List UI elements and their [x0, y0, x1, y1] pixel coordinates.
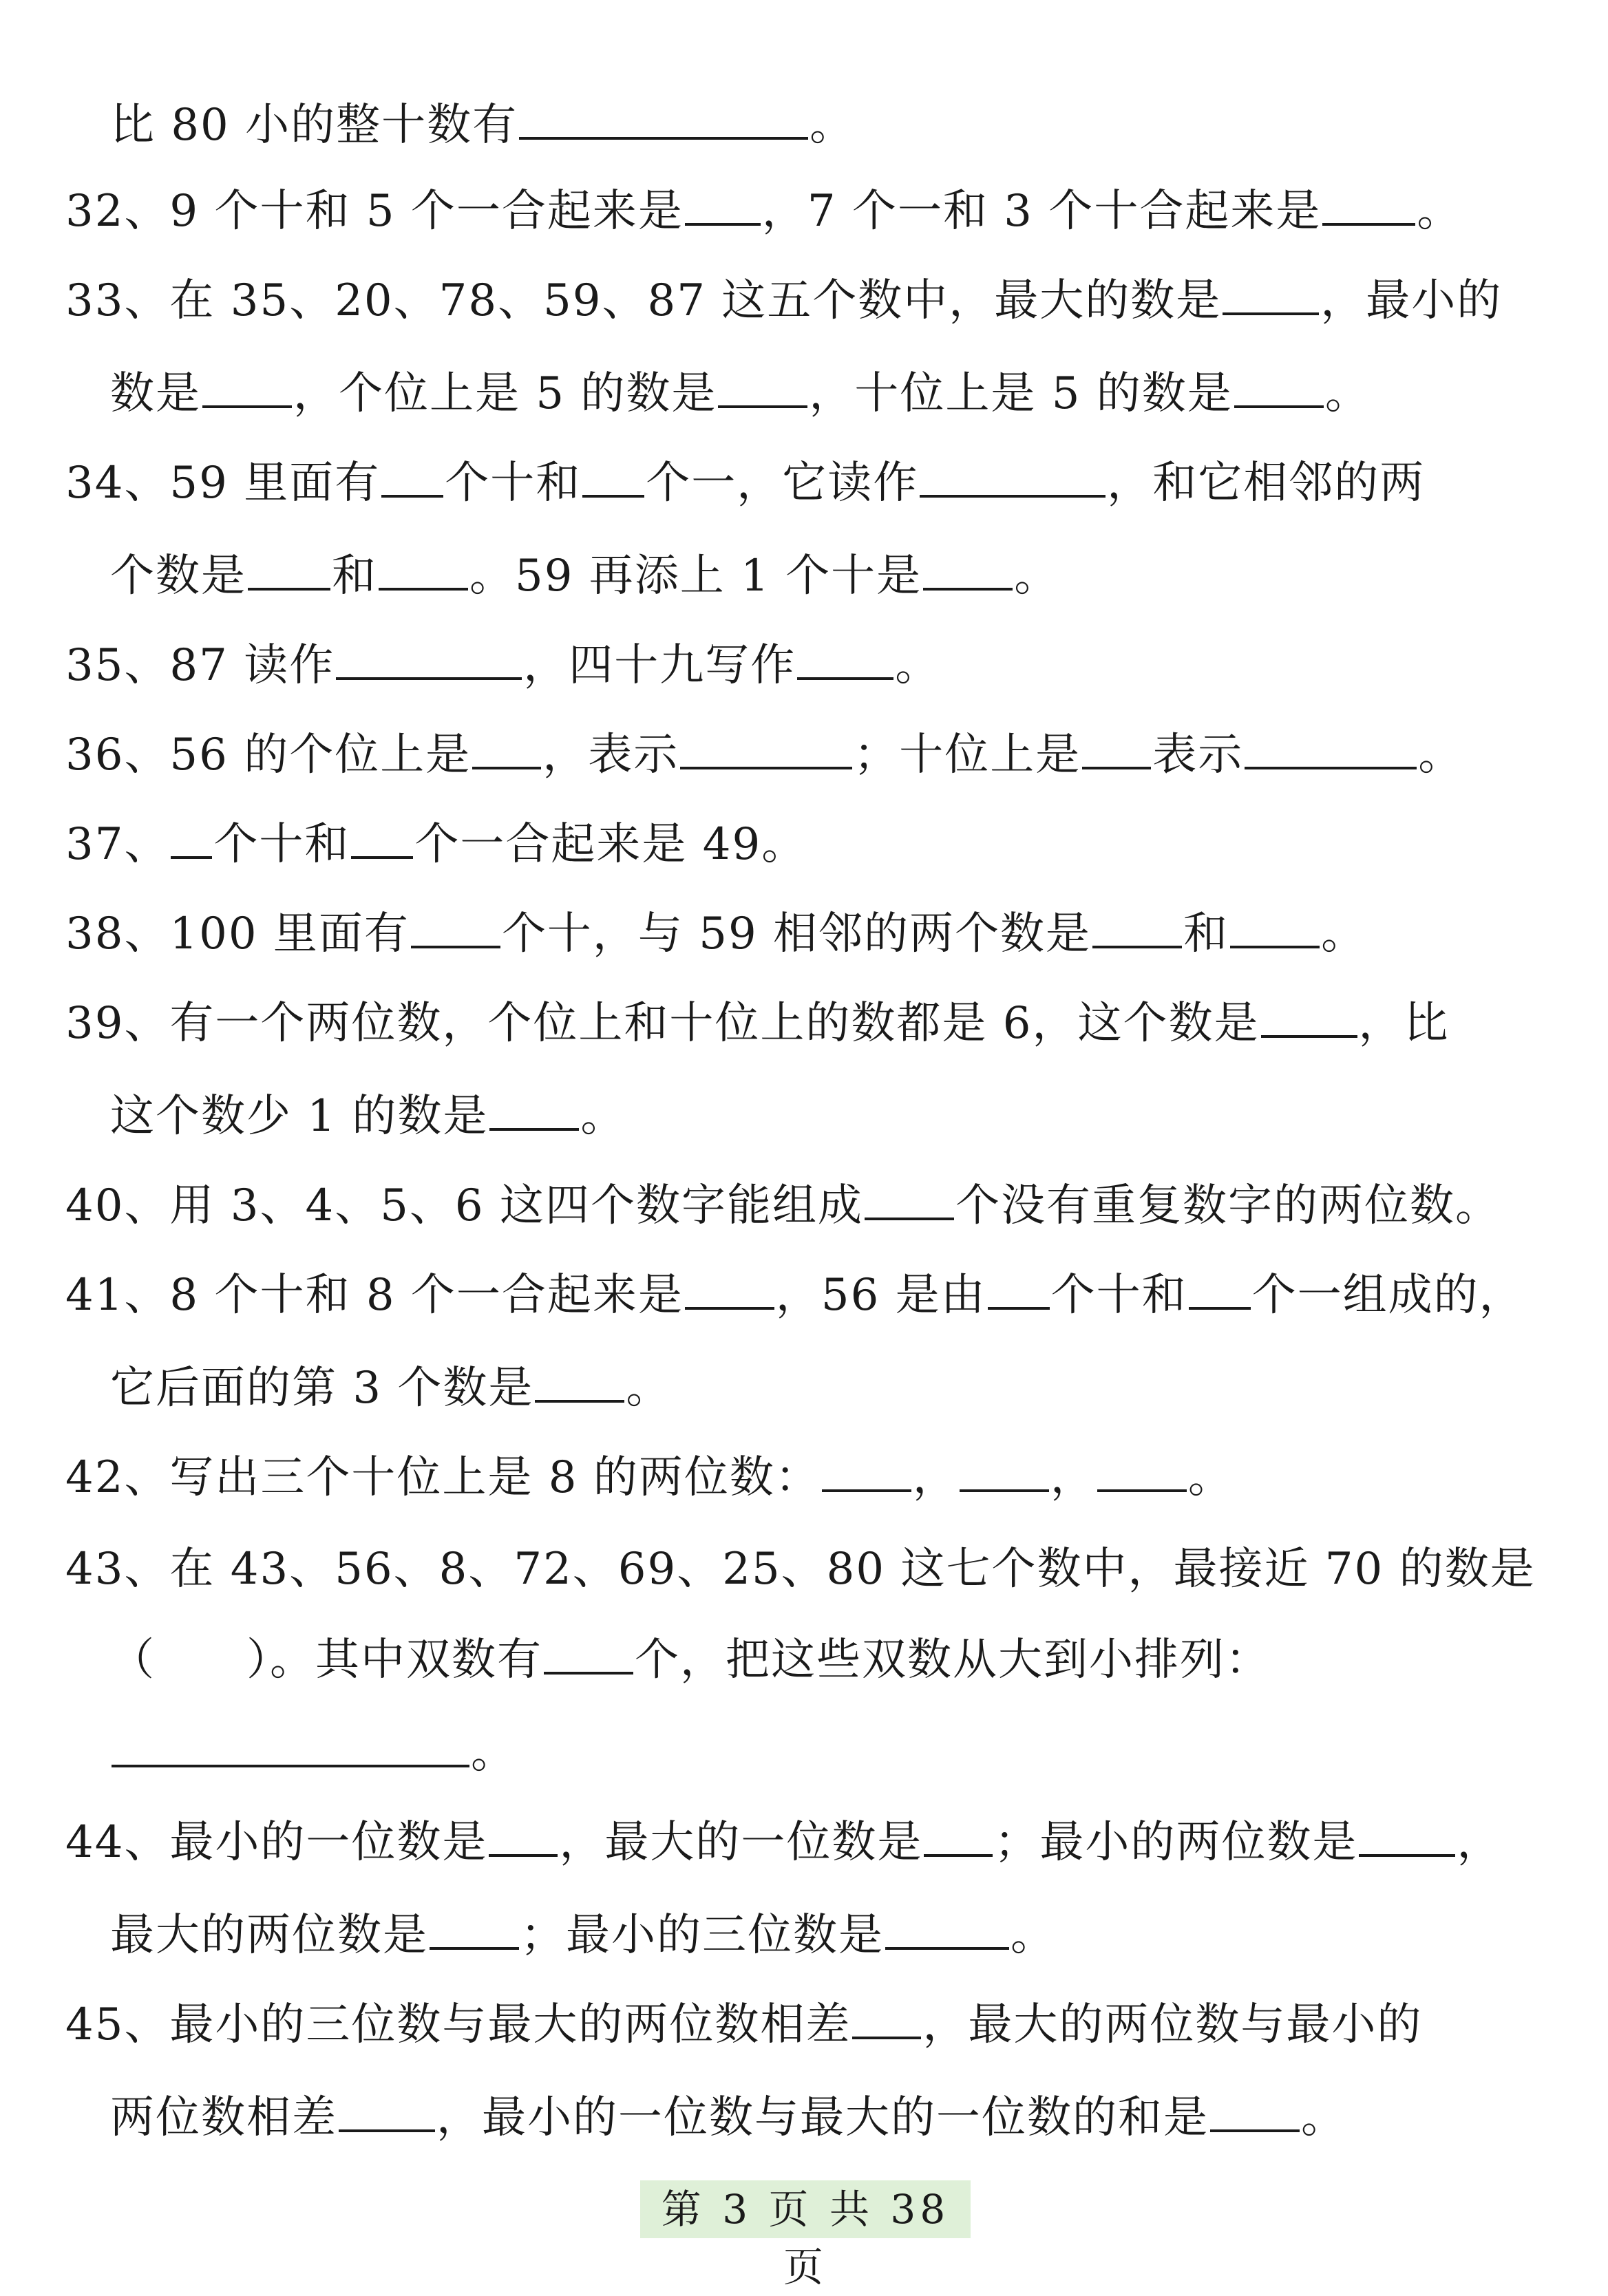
q33-line-1: 33、在 35、20、78、59、87 这五个数中，最大的数是 ，最小的 [65, 268, 1502, 330]
answer-blank[interactable] [411, 902, 500, 948]
page-footer: 第 3 页 共 38 页 [640, 2180, 971, 2238]
answer-blank[interactable] [1189, 1263, 1251, 1310]
q34-line-1: 34、59 里面有 个十和 个一，它读作 ，和它相邻的两 [65, 451, 1425, 513]
answer-blank[interactable] [379, 544, 468, 591]
q42-line: 42、写出三个十位上是 8 的两位数： ， ， 。 [65, 1445, 1234, 1507]
answer-blank[interactable] [920, 451, 1106, 498]
answer-blank[interactable] [1245, 723, 1417, 769]
answer-blank[interactable] [1234, 361, 1324, 408]
answer-blank[interactable] [1261, 991, 1357, 1038]
answer-blank[interactable] [248, 544, 330, 591]
answer-blank[interactable] [171, 812, 212, 859]
q39-line-2: 这个数少 1 的数是 。 [110, 1084, 626, 1146]
answer-blank[interactable] [336, 633, 522, 680]
q33-line-2: 数是 ，个位上是 5 的数是 ，十位上是 5 的数是 。 [110, 361, 1371, 423]
q45-line-2: 两位数相差 ，最小的一位数与最大的一位数的和是 。 [110, 2085, 1346, 2147]
q41-line-2: 它后面的第 3 个数是 。 [110, 1356, 671, 1418]
q40-line: 40、用 3、4、5、6 这四个数字能组成 个没有重复数字的两位数。 [65, 1173, 1501, 1235]
q44-line-2: 最大的两位数是 ；最小的三位数是 。 [110, 1903, 1056, 1965]
answer-blank[interactable] [1322, 179, 1415, 226]
answer-blank[interactable] [960, 1445, 1049, 1492]
q31-line-2: 比 80 小的整十数有 。 [110, 93, 855, 155]
q34-line-2: 个数是 和 。59 再添上 1 个十是 。 [110, 544, 1059, 606]
answer-blank[interactable] [472, 723, 541, 769]
answer-blank[interactable] [865, 1173, 954, 1220]
q32-line-1: 32、9 个十和 5 个一合起来是 ，7 个一和 3 个十合起来是 。 [65, 179, 1462, 241]
q41-line-1: 41、8 个十和 8 个一合起来是 ，56 是由 个十和 个一组成的， [65, 1263, 1525, 1325]
answer-blank[interactable] [1092, 902, 1182, 948]
q36-line: 36、56 的个位上是 ，表示 ；十位上是 表示 。 [65, 723, 1463, 785]
answer-blank[interactable] [797, 633, 893, 680]
answer-blank[interactable] [685, 179, 761, 226]
answer-blank[interactable] [535, 1356, 624, 1403]
answer-blank[interactable] [351, 812, 413, 859]
answer-blank[interactable] [582, 451, 644, 498]
answer-blank[interactable] [1230, 902, 1320, 948]
q38-line: 38、100 里面有 个十，与 59 相邻的两个数是 和 。 [65, 902, 1366, 964]
answer-blank[interactable] [885, 1903, 1009, 1950]
answer-blank[interactable] [1097, 1445, 1187, 1492]
answer-blank[interactable] [680, 723, 852, 769]
answer-blank[interactable] [489, 1084, 579, 1131]
answer-blank[interactable] [339, 2085, 435, 2132]
answer-blank[interactable] [852, 1992, 921, 2039]
q39-line-1: 39、有一个两位数，个位上和十位上的数都是 6，这个数是 ，比 [65, 991, 1450, 1053]
answer-blank[interactable] [822, 1445, 911, 1492]
answer-blank[interactable] [1223, 268, 1319, 315]
answer-blank[interactable] [519, 93, 808, 140]
q43-line-1: 43、在 43、56、8、72、69、25、80 这七个数中，最接近 70 的数是 [65, 1544, 1536, 1595]
answer-blank[interactable] [544, 1628, 633, 1675]
answer-blank[interactable] [1082, 723, 1151, 769]
answer-blank[interactable] [1359, 1810, 1455, 1857]
q43-line-3: 。 [110, 1721, 516, 1783]
q44-line-1: 44、最小的一位数是 ，最大的一位数是 ；最小的两位数是 ， [65, 1810, 1502, 1872]
answer-blank[interactable] [988, 1263, 1050, 1310]
q45-line-1: 45、最小的三位数与最大的两位数相差 ，最大的两位数与最小的 [65, 1992, 1422, 2054]
q35-line: 35、87 读作 ，四十九写作 。 [65, 633, 940, 695]
answer-blank[interactable] [112, 1721, 469, 1767]
answer-blank[interactable] [1210, 2085, 1300, 2132]
answer-blank[interactable] [430, 1903, 519, 1950]
answer-blank[interactable] [685, 1263, 774, 1310]
q43-line-2: （ ）。其中双数有 个，把这些双数从大到小排列： [110, 1628, 1271, 1690]
answer-blank[interactable] [924, 1810, 993, 1857]
answer-blank[interactable] [489, 1810, 558, 1857]
answer-blank[interactable] [718, 361, 807, 408]
answer-blank[interactable] [381, 451, 443, 498]
answer-blank[interactable] [202, 361, 292, 408]
answer-blank[interactable] [923, 544, 1013, 591]
q37-line: 37、 个十和 个一合起来是 49。 [65, 812, 807, 874]
